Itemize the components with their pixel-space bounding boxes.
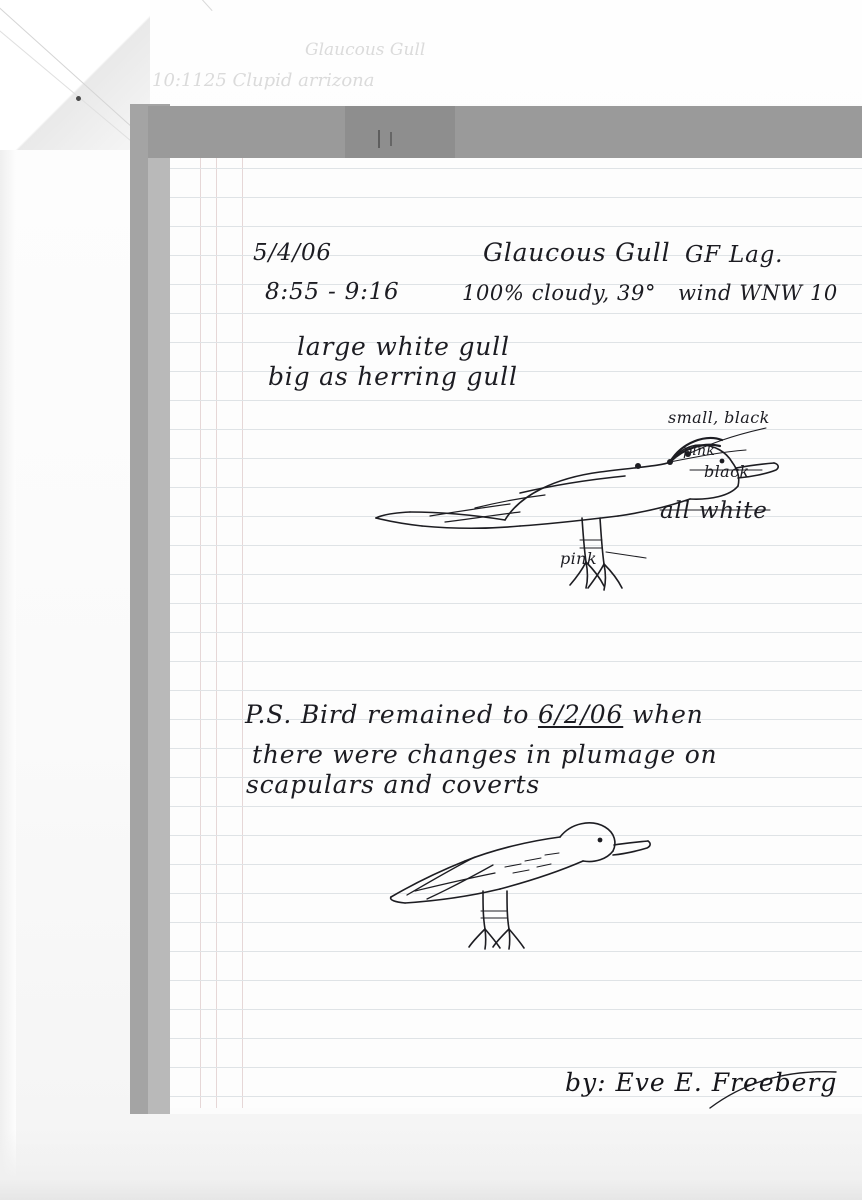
postscript-line-1 xyxy=(245,700,704,729)
postscript-line-3: scapulars and coverts xyxy=(246,770,541,799)
postscript-line-2: there were changes in plumage on xyxy=(252,740,718,769)
description-line-2: big as herring gull xyxy=(268,362,518,391)
rule-line xyxy=(170,226,862,227)
binder-inner-strip xyxy=(148,158,170,1114)
postscript-text-a: P.S. Bird remained to xyxy=(245,700,538,729)
left-edge-shadow xyxy=(0,0,16,1200)
margin-rule-2 xyxy=(216,158,217,1108)
note-wind: wind WNW 10 xyxy=(678,281,838,305)
signature-flourish xyxy=(560,1062,850,1122)
note-date: 5/4/06 xyxy=(253,240,332,266)
rule-line xyxy=(170,1009,862,1010)
rule-line xyxy=(170,661,862,662)
label-legs-pink: pink xyxy=(560,549,597,568)
rule-line xyxy=(170,980,862,981)
note-time-range: 8:55 - 9:16 xyxy=(265,279,400,305)
label-all-white: all white xyxy=(660,498,768,524)
note-species: Glaucous Gull xyxy=(483,238,671,267)
label-pink-bill: pink xyxy=(683,443,716,459)
top-shadow-notch xyxy=(345,106,455,158)
top-shadow-tick xyxy=(378,130,380,148)
gull-sketch-second xyxy=(355,805,655,965)
description-line-1: large white gull xyxy=(297,332,510,361)
fold-crease-line-2 xyxy=(0,22,143,151)
rule-line xyxy=(170,690,862,691)
rule-line xyxy=(170,1038,862,1039)
top-shadow-bar xyxy=(148,106,862,158)
ghost-text-2: 10:1125 Clupid arrizona xyxy=(152,70,375,91)
rule-line xyxy=(170,342,862,343)
rule-line xyxy=(170,197,862,198)
postscript-text-b: when xyxy=(623,700,704,729)
margin-rule-3 xyxy=(242,158,243,1108)
rule-line xyxy=(170,168,862,169)
note-location-code: GF Lag. xyxy=(685,242,784,268)
margin-rule-1 xyxy=(200,158,201,1108)
folded-corner xyxy=(0,0,150,150)
ghost-text-1: Glaucous Gull xyxy=(305,40,426,60)
postscript-date: 6/2/06 xyxy=(537,700,624,729)
top-shadow-tick-2 xyxy=(390,132,392,146)
bottom-edge-shadow xyxy=(0,1130,862,1200)
label-small-black: small, black xyxy=(668,408,770,427)
signature: by: Eve E. Freeberg xyxy=(565,1068,838,1097)
note-weather: 100% cloudy, 39° xyxy=(462,281,657,305)
rule-line xyxy=(170,313,862,314)
label-black: black xyxy=(704,462,750,481)
rule-line xyxy=(170,632,862,633)
